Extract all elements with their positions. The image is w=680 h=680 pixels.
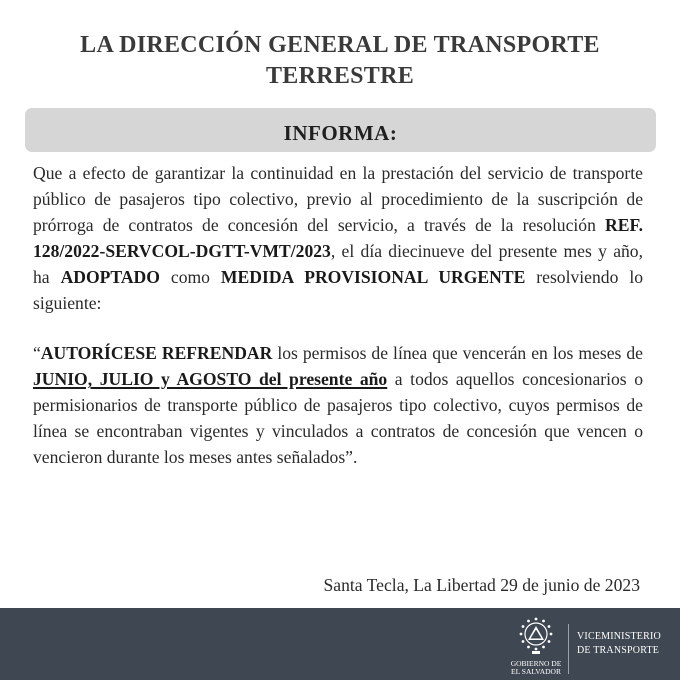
p2-text-2: a todos aquellos concesionarios o permisionarios de transporte público de pasajeros tipo colectivo, cuyos permisos de línea se encontraban vigentes y vinculados a contratos de concesión que vencen o vencieron durante los meses antes señalados”. — [33, 369, 644, 467]
title-line-2: TERRESTRE — [265, 63, 415, 89]
place-date: Santa Tecla, La Libertad 29 de junio de 2023 — [323, 575, 640, 595]
coat-of-arms-icon — [516, 616, 556, 658]
autoricese-text: AUTORÍCESE REFRENDAR — [40, 343, 273, 363]
gov-el-salvador-text: GOBIERNO DE EL SALVADOR — [510, 659, 562, 676]
p1-text-4: resolviendo lo siguiente: — [33, 267, 643, 313]
footer-bar — [0, 608, 680, 680]
paragraph-intro — [33, 160, 643, 316]
adoptado-text: ADOPTADO — [60, 267, 160, 287]
p1-text-1: Que a efecto de garantizar la continuidad en la prestación del servicio de transporte público de pasajeros tipo colectivo, previo al procedimiento de la suscripción de prórroga de contratos de concesión del servicio, a través de la resolución — [33, 163, 643, 235]
resolution-ref: REF. 128/2022-SERVCOL-DGTT-VMT/2023 — [33, 215, 643, 261]
medida-text: MEDIDA PROVISIONAL URGENTE — [220, 267, 526, 287]
p1-text-3: como — [159, 267, 221, 287]
p2-text-1: los permisos de línea que vencerán en los meses de — [272, 343, 643, 363]
informa-banner: INFORMA: — [25, 108, 656, 152]
quote-open: “ — [33, 343, 41, 363]
footer-divider — [568, 624, 569, 674]
paragraph-resolution — [33, 340, 643, 470]
viceministerio-text: VICEMINISTERIO DE TRANSPORTE — [577, 631, 661, 656]
title-line-1: LA DIRECCIÓN GENERAL DE TRANSPORTE — [80, 32, 600, 58]
months-text: JUNIO, JULIO y AGOSTO del presente año — [33, 369, 388, 389]
government-emblem — [508, 616, 564, 680]
page-title — [0, 30, 680, 92]
p1-text-2: , el día diecinueve del presente mes y año, ha — [33, 241, 643, 287]
